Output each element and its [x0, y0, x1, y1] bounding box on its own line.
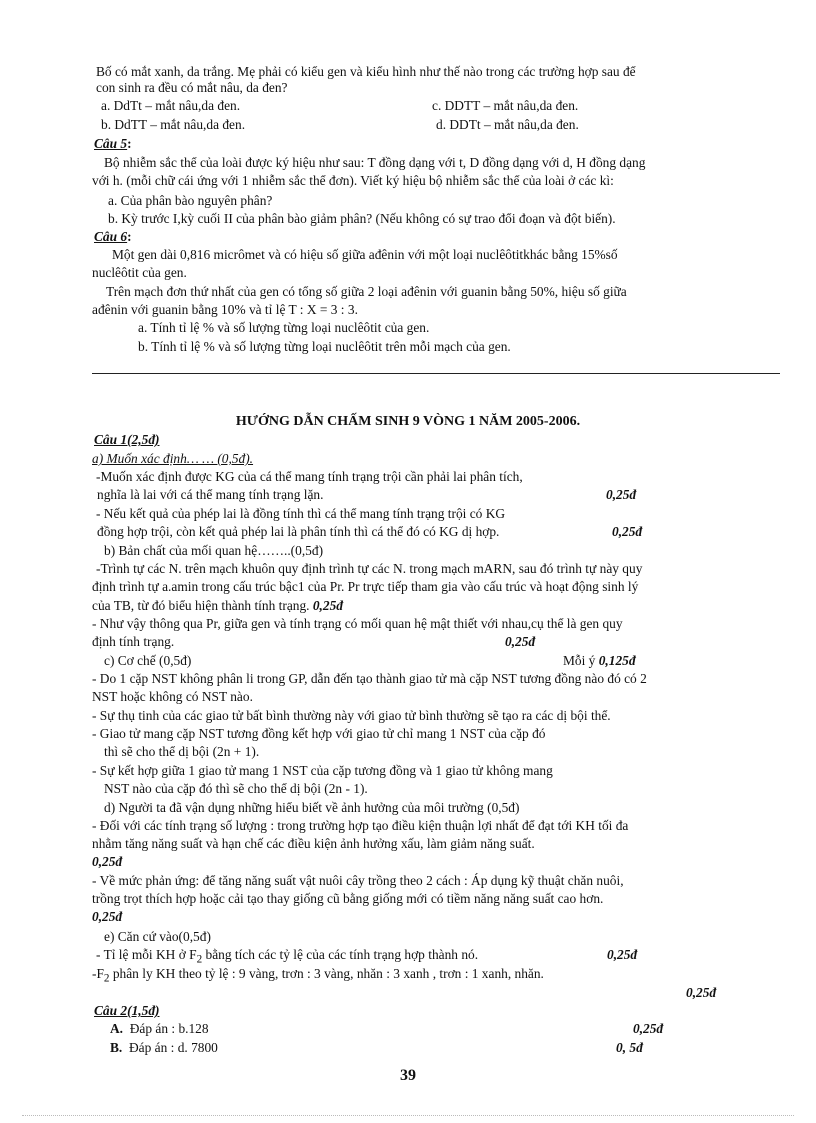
- cau1-part-b-heading: b) Bản chất của mối quan hệ……..(0,5đ): [104, 543, 324, 558]
- cau2-answer-b-text: Đáp án : d. 7800: [128, 1040, 218, 1055]
- part-e-line-1: [96, 947, 478, 968]
- cau6-heading: [94, 229, 132, 245]
- cau6-heading-text: Câu 6: [94, 229, 128, 244]
- section-divider: [92, 373, 780, 374]
- cau5-option-b: b. Kỳ trước I,kỳ cuối II của phân bào giảm phân? (Nếu không có sự trao đổi đoạn và đột biến).: [108, 211, 616, 226]
- part-b-line-5: định tính trạng.: [92, 634, 175, 649]
- cau6-line-2: nuclêôtit của gen.: [92, 265, 187, 280]
- cau1-part-c-heading: c) Cơ chế (0,5đ): [104, 653, 192, 668]
- cau5-line-2: với h. (mỗi chữ cái ứng với 1 nhiễm sắc thể đơn). Viết ký hiệu bộ nhiễm sắc thể của loài ở các kì:: [92, 173, 614, 188]
- part-e-line-2-post: phân ly KH theo tỷ lệ : 9 vàng, trơn : 3 vàng, nhăn : 3 xanh , trơn : 1 xanh, nhăn.: [109, 966, 544, 981]
- score-cau2-a: 0,25đ: [633, 1021, 664, 1036]
- part-a-line-1: -Muốn xác định được KG của cá thể mang tính trạng trội cần phải lai phân tích,: [96, 469, 523, 484]
- score-c-each: [563, 653, 636, 669]
- cau6-line-1: Một gen dài 0,816 micrômet và có hiệu số giữa ađênin với một loại nuclêôtitkhác bằng 15%số: [112, 247, 618, 262]
- part-b-line-3: [92, 598, 343, 614]
- part-c-line-7: NST nào của cặp đó thì sẽ cho thể dị bội (2n - 1).: [104, 781, 368, 796]
- cau6-option-b: b. Tính tỉ lệ % và số lượng từng loại nuclêôtit trên mỗi mạch của gen.: [138, 339, 511, 354]
- q4-option-c: c. DDTT – mắt nâu,da đen.: [432, 98, 579, 113]
- q4-option-a: a. DdTt – mắt nâu,da đen.: [101, 98, 241, 113]
- q4-option-b: b. DdTT – mắt nâu,da đen.: [101, 117, 246, 132]
- score-d-2: 0,25đ: [92, 909, 123, 924]
- part-b-line-3-text: của TB, từ đó biểu hiện thành tính trạng.: [92, 598, 310, 613]
- score-b-1: 0,25đ: [312, 598, 343, 613]
- q4-intro-line-2: con sinh ra đều có mắt nâu, da đen?: [96, 80, 288, 95]
- part-b-line-2: định trình tự a.amin trong cấu trúc bậc1 của Pr. Pr trực tiếp tham gia vào cấu trúc và hoạt động sinh lý: [92, 579, 639, 594]
- part-e-line-1-post: bằng tích các tỷ lệ của các tính trạng hợp thành nó.: [202, 947, 479, 962]
- cau2-answer-a-text: Đáp án : b.128: [129, 1021, 209, 1036]
- cau1-part-e-heading: e) Căn cứ vào(0,5đ): [104, 929, 211, 944]
- cau6-line-3: Trên mạch đơn thứ nhất của gen có tổng số giữa 2 loại ađênin với guanin bằng 50%, hiệu số giữa: [106, 284, 627, 299]
- part-a-line-2: nghĩa là lai với cá thể mang tính trạng lặn.: [97, 487, 324, 502]
- part-d-line-1: - Đối với các tính trạng số lượng : trong trường hợp tạo điều kiện thuận lợi nhất để đạt tới KH tối đa: [92, 818, 629, 833]
- footer-dotted-line: [22, 1115, 794, 1116]
- score-d-1: 0,25đ: [92, 854, 123, 869]
- score-a-1: 0,25đ: [606, 487, 637, 502]
- cau1-heading: Câu 1(2,5đ): [94, 432, 160, 447]
- part-d-line-2: nhằm tăng năng suất và hạn chế các điều kiện ảnh hưởng xấu, làm giảm năng suất.: [92, 836, 535, 851]
- cau5-heading: [94, 136, 132, 152]
- part-d-line-3: - Về mức phản ứng: để tăng năng suất vật nuôi cây trồng theo 2 cách : Áp dụng kỹ thuật chăn nuôi,: [92, 873, 624, 888]
- score-c-each-value: 0,125đ: [598, 653, 636, 668]
- cau1-part-d-heading: d) Người ta đã vận dụng những hiểu biết về ảnh hưởng của môi trường (0,5đ): [104, 800, 520, 815]
- part-e-line-2: [92, 966, 544, 987]
- cau2-answer-a-letter: A.: [110, 1021, 124, 1036]
- q4-option-d: d. DDTt – mắt nâu,da đen.: [436, 117, 579, 132]
- part-c-line-1: - Do 1 cặp NST không phân li trong GP, dẫn đến tạo thành giao tử mà cặp NST tương đồng nào đó có 2: [92, 671, 647, 686]
- score-c-each-label: Mỗi ý: [563, 653, 596, 668]
- part-e-line-1-pre: - Tỉ lệ mỗi KH ở F: [96, 947, 197, 962]
- score-a-2: 0,25đ: [612, 524, 643, 539]
- part-d-line-4: trồng trọt thích hợp hoặc cải tạo thay giống cũ bằng giống mới có tiềm năng năng suất cao hơn.: [92, 891, 604, 906]
- cau2-answer-a: [110, 1021, 209, 1037]
- score-b-2: 0,25đ: [505, 634, 536, 649]
- part-b-line-1: -Trình tự các N. trên mạch khuôn quy định trình tự các N. trong mạch mARN, sau đó trình tự này quy: [96, 561, 643, 576]
- part-b-line-4: - Như vậy thông qua Pr, giữa gen và tính trạng có mối quan hệ mật thiết với nhau,cụ thể là gen quy: [92, 616, 623, 631]
- score-cau2-b: 0, 5đ: [616, 1040, 643, 1055]
- part-c-line-3: - Sự thụ tinh của các giao tử bất bình thường này với giao tử bình thường sẽ tạo ra các dị bội thể.: [92, 708, 611, 723]
- part-a-line-4: đồng hợp trội, còn kết quả phép lai là phân tính thì cá thể đó có KG dị hợp.: [97, 524, 500, 539]
- cau6-heading-colon: :: [127, 229, 132, 244]
- cau5-heading-colon: :: [127, 136, 132, 151]
- cau6-line-4: ađênin với guanin bằng 10% và tỉ lệ T : X = 3 : 3.: [92, 302, 358, 317]
- answer-guide-title: HƯỚNG DẪN CHẤM SINH 9 VÒNG 1 NĂM 2005-2006.: [235, 414, 581, 429]
- score-e-2: 0,25đ: [686, 985, 717, 1000]
- cau2-answer-b: [110, 1040, 218, 1056]
- page-number: 39: [400, 1067, 416, 1084]
- cau2-answer-b-letter: B.: [110, 1040, 123, 1055]
- cau2-heading: Câu 2(1,5đ): [94, 1003, 160, 1018]
- score-e-1: 0,25đ: [607, 947, 638, 962]
- cau6-option-a: a. Tính tỉ lệ % và số lượng từng loại nuclêôtit của gen.: [138, 320, 430, 335]
- cau5-line-1: Bộ nhiễm sắc thể của loài được ký hiệu như sau: T đồng dạng với t, D đồng dạng với d, H đồng dạng: [104, 155, 646, 170]
- q4-intro-line-1: Bố có mắt xanh, da trắng. Mẹ phải có kiểu gen và kiểu hình như thế nào trong các trường hợp sau để: [96, 64, 636, 79]
- part-a-line-3: - Nếu kết quả của phép lai là đồng tính thì cá thể mang tính trạng trội có KG: [96, 506, 506, 521]
- part-c-line-5: thì sẽ cho thể dị bội (2n + 1).: [104, 744, 260, 759]
- part-c-line-6: - Sự kết hợp giữa 1 giao tử mang 1 NST của cặp tương đồng và 1 giao tử không mang: [92, 763, 553, 778]
- cau5-heading-text: Câu 5: [94, 136, 128, 151]
- cau5-option-a: a. Của phân bào nguyên phân?: [108, 193, 273, 208]
- part-e-line-1-sub: 2: [196, 953, 203, 966]
- part-c-line-2: NST hoặc không có NST nào.: [92, 689, 253, 704]
- part-c-line-4: - Giao tử mang cặp NST tương đồng kết hợp với giao tử chỉ mang 1 NST của cặp đó: [92, 726, 546, 741]
- part-e-line-2-sub: 2: [103, 972, 110, 985]
- cau1-part-a-heading: a) Muốn xác định… … (0,5đ).: [92, 451, 254, 466]
- part-e-line-2-pre: -F: [92, 966, 104, 981]
